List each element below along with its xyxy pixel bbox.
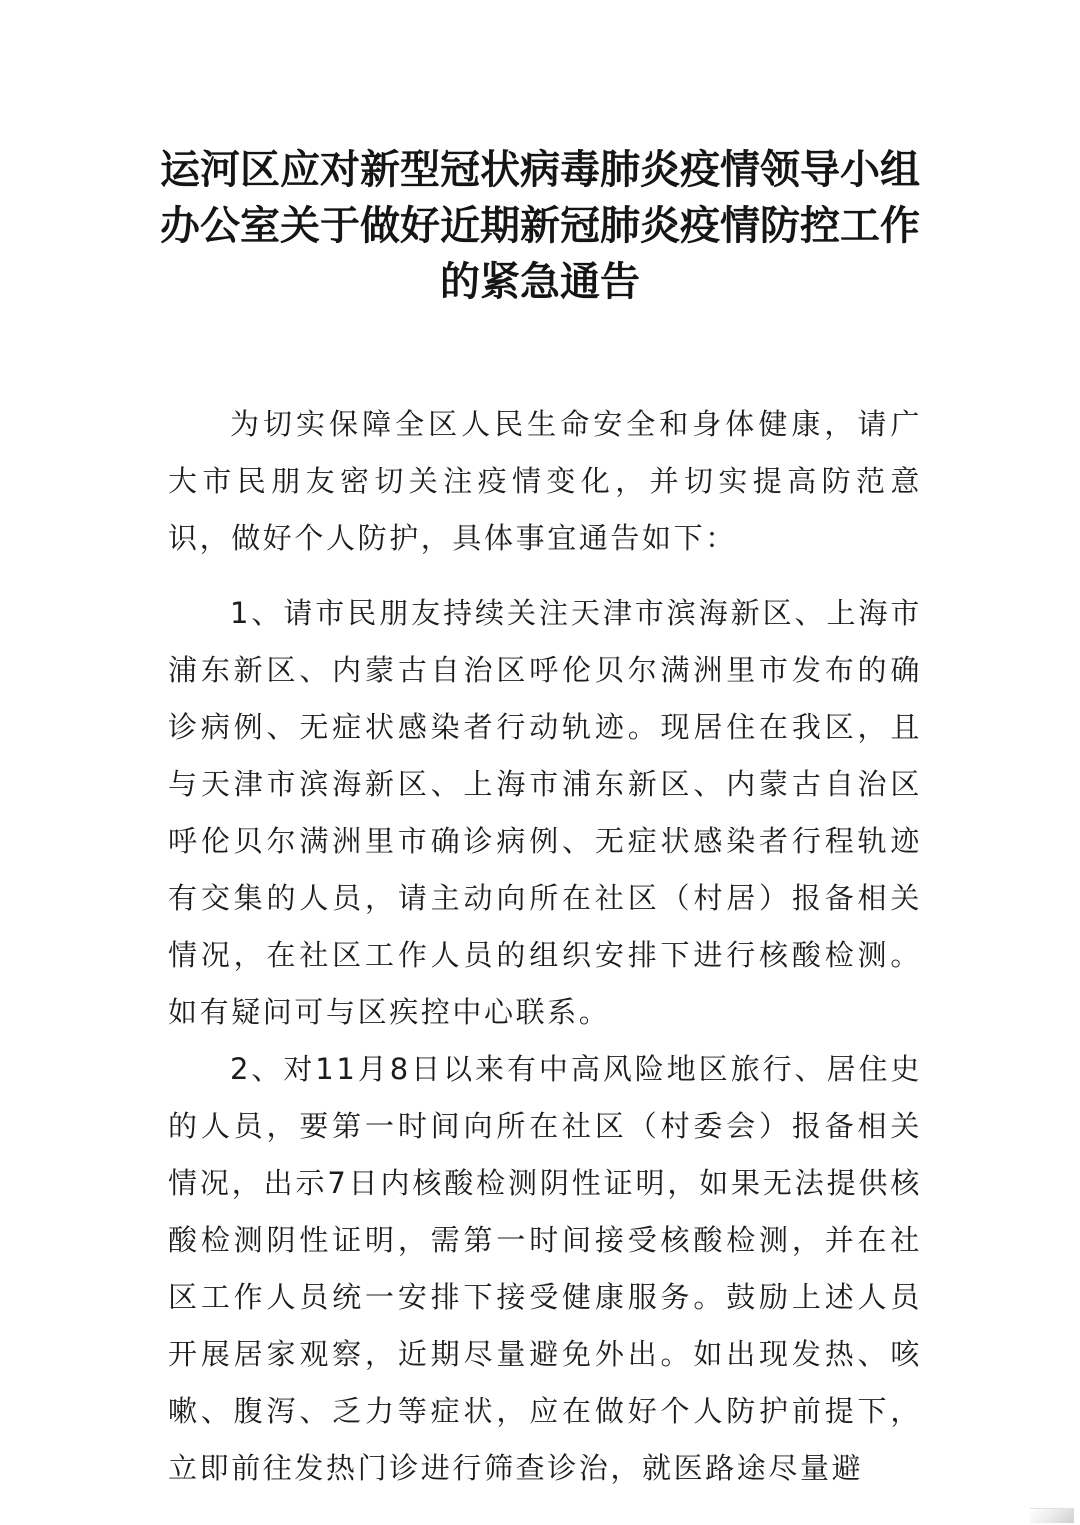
- item-2-paragraph: 2、对11月8日以来有中高风险地区旅行、居住史的人员，要第一时间向所在社区（村委会）报备相关情况，出示7日内核酸检测阴性证明，如果无法提供核酸检测阴性证明，需第一时间接受核酸检测，并在社区工作人员统一安排下接受健康服务。鼓励上述人员开展居家观察，近期尽量避免外出。如出现发热、咳嗽、腹泻、乏力等症状，应在做好个人防护前提下，立即前往发热门诊进行筛查诊治，就医路途尽量避: [168, 1052, 922, 1485]
- title-line-3: 的紧急通告: [440, 258, 640, 305]
- document-title: [150, 142, 930, 310]
- page-curl-corner: [1030, 1508, 1074, 1523]
- title-line-2: 办公室关于做好近期新冠肺炎疫情防控工作: [160, 202, 920, 249]
- intro-paragraph: 为切实保障全区人民生命安全和身体健康，请广大市民朋友密切关注疫情变化，并切实提高防范意识，做好个人防护，具体事宜通告如下：: [168, 407, 922, 555]
- document-body: [168, 396, 922, 1497]
- item-1-paragraph: 1、请市民朋友持续关注天津市滨海新区、上海市浦东新区、内蒙古自治区呼伦贝尔满洲里市发布的确诊病例、无症状感染者行动轨迹。现居住在我区，且与天津市滨海新区、上海市浦东新区、内蒙古自治区呼伦贝尔满洲里市确诊病例、无症状感染者行程轨迹有交集的人员，请主动向所在社区（村居）报备相关情况，在社区工作人员的组织安排下进行核酸检测。如有疑问可与区疾控中心联系。: [168, 596, 922, 1029]
- title-line-1: 运河区应对新型冠状病毒肺炎疫情领导小组: [160, 146, 920, 193]
